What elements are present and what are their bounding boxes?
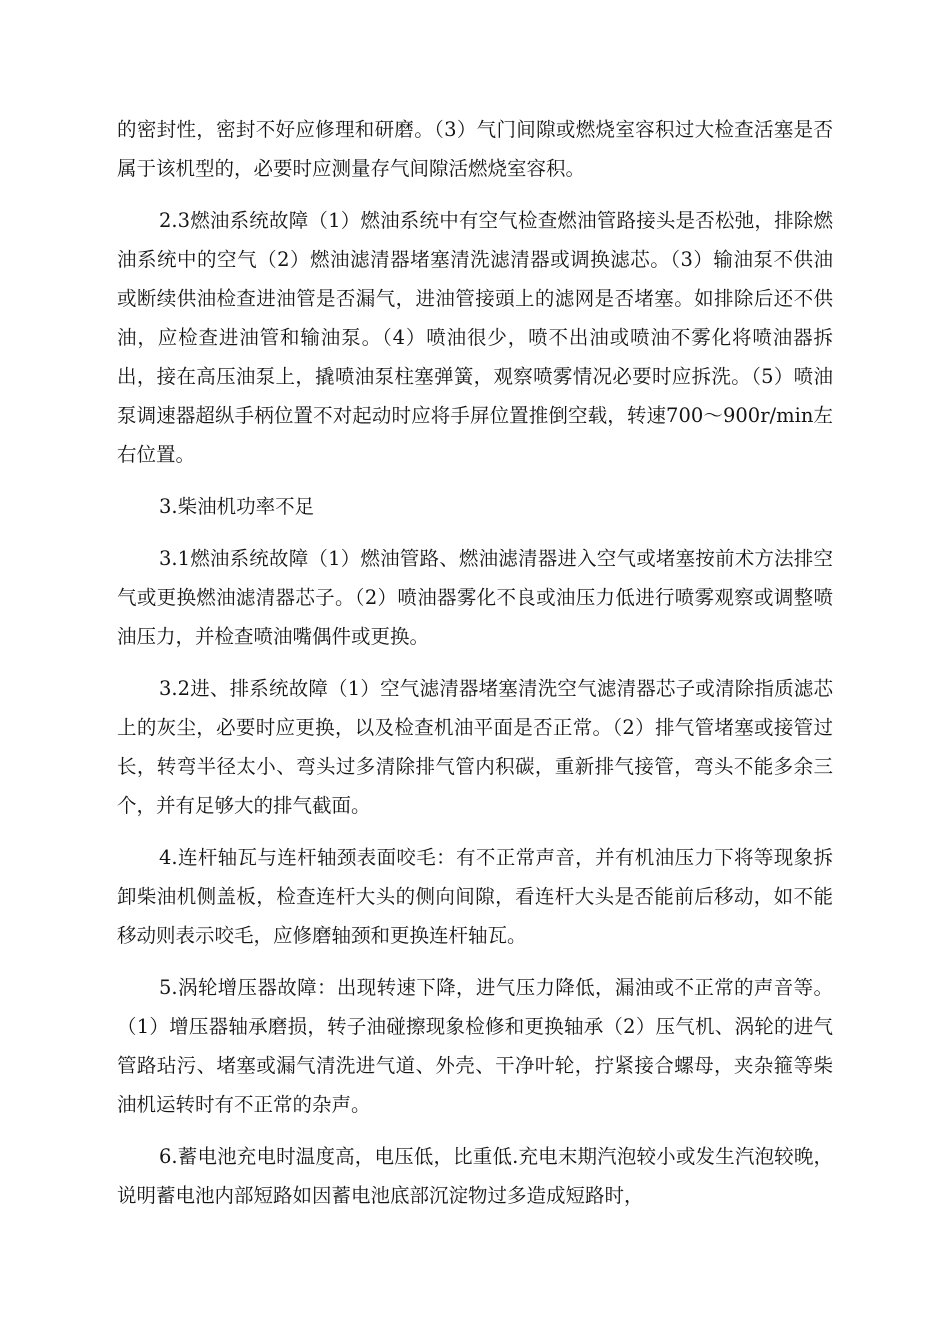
document-body (117, 110, 833, 1228)
paragraph-battery-charging: 6.蓄电池充电时温度高，电压低，比重低.充电末期汽泡较小或发生汽泡较晚，说明蓄电池内部短路如因蓄电池底部沉淀物过多造成短路时， (117, 1145, 833, 1207)
paragraph-continuation: 的密封性，密封不好应修理和研磨。（3）气门间隙或燃烧室容积过大检查活塞是否属于该机型的，必要时应测量存气间隙活燃烧室容积。 (117, 118, 833, 180)
paragraph-intake-exhaust-fault: 3.2进、排系统故障（1）空气滤清器堵塞清洗空气滤清器芯子或清除指质滤芯上的灰尘，必要时应更换，以及检查机油平面是否正常。（2）排气管堵塞或接管过长，转弯半径太小、弯头过多清除排气管内积碳，重新排气接管，弯头不能多余三个，并有足够大的排气截面。 (117, 677, 833, 817)
paragraph-fuel-system-fault-3-1: 3.1燃油系统故障（1）燃油管路、燃油滤清器进入空气或堵塞按前术方法排空气或更换燃油滤清器芯子。（2）喷油器雾化不良或油压力低进行喷雾观察或调整喷油压力，并检查喷油嘴偶件或更换。 (117, 547, 833, 648)
section-heading-power-insufficient: 3.柴油机功率不足 (159, 495, 315, 518)
paragraph-turbocharger-fault: 5.涡轮增压器故障：出现转速下降，进气压力降低，漏油或不正常的声音等。（1）增压器轴承磨损，转子油碰擦现象检修和更换轴承（2）压气机、涡轮的进气管路玷污、堵塞或漏气清洗进气道、外壳、干净叶轮，拧紧接合螺母，夹杂箍等柴油机运转时有不正常的杂声。 (117, 976, 833, 1116)
paragraph-connecting-rod-bearing: 4.连杆轴瓦与连杆轴颈表面咬毛：有不正常声音，并有机油压力下将等现象拆卸柴油机侧盖板，检查连杆大头的侧向间隙，看连杆大头是否能前后移动，如不能移动则表示咬毛，应修磨轴颈和更换连杆轴瓦。 (117, 846, 833, 947)
paragraph-fuel-system-fault: 2.3燃油系统故障（1）燃油系统中有空气检查燃油管路接头是否松弛，排除燃油系统中的空气（2）燃油滤清器堵塞清洗滤清器或调换滤芯。（3）输油泵不供油或断续供油检查进油管是否漏气，进油管接頭上的滤网是否堵塞。如排除后还不供油，应检查进油管和输油泵。（4）喷油很少，喷不出油或喷油不雾化将喷油器拆出，接在高压油泵上，撬喷油泵柱塞弹簧，观察喷雾情况必要时应拆洗。（5）喷油泵调速器超纵手柄位置不对起动时应将手屏位置推倒空载，转速700～900r/min左右位置。 (117, 209, 833, 466)
